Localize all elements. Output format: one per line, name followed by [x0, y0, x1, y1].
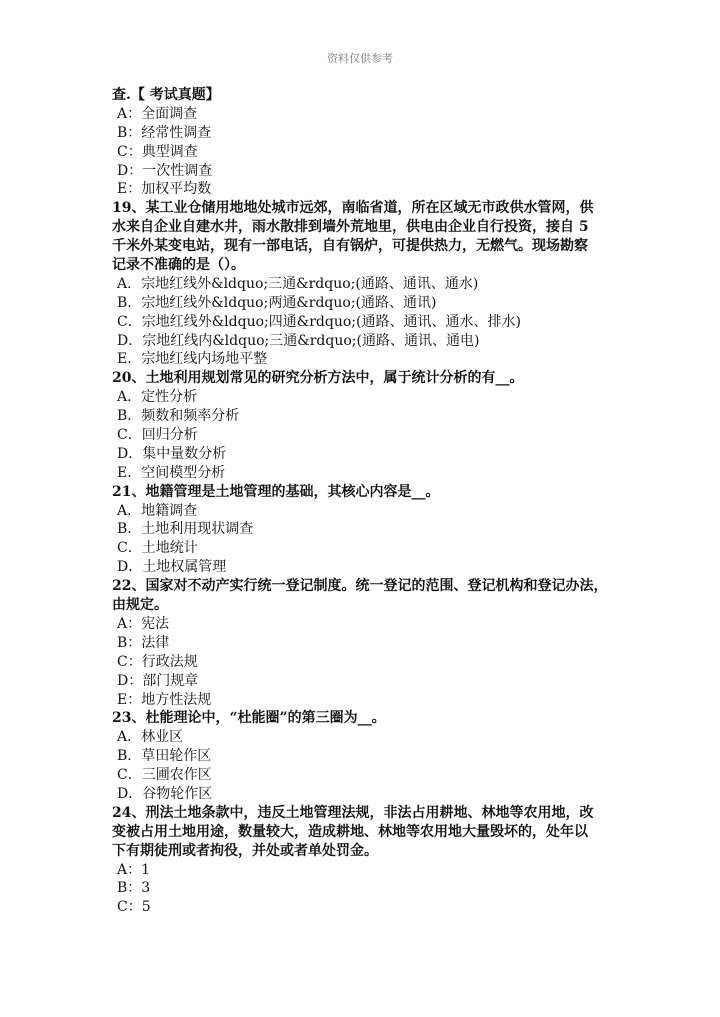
answer-option: B：经常性调查: [117, 124, 212, 141]
question-text-line: 水来自企业自建水井，雨水散排到墙外荒地里，供电由企业自行投资，接自 5: [112, 219, 589, 236]
answer-option: E：地方性法规: [117, 691, 212, 708]
answer-option: B．宗地红线外&ldquo;两通&rdquo;(通路、通讯): [117, 294, 437, 311]
question-text-line: 由规定。: [112, 597, 168, 614]
answer-option: C．土地统计: [117, 540, 198, 557]
question-text-line: 千米外某变电站，现有一部电话，自有锅炉，可提供热力，无燃气。现场勘察: [112, 238, 588, 255]
question-text-line: 下有期徒刑或者拘役，并处或者单处罚金。: [112, 842, 378, 859]
answer-option: D．集中量数分析: [117, 445, 227, 462]
answer-option: A：1: [117, 861, 151, 878]
answer-option: C：典型调查: [117, 143, 198, 160]
answer-option: C．回归分析: [117, 427, 198, 444]
question-text-line: 记录不准确的是（）。: [112, 257, 245, 274]
answer-option: E：加权平均数: [117, 181, 212, 198]
answer-option: C．宗地红线外&ldquo;四通&rdquo;(通路、通讯、通水、排水): [117, 313, 521, 330]
answer-option: B．草田轮作区: [117, 748, 212, 765]
answer-option: D．谷物轮作区: [117, 785, 213, 802]
answer-option: D．宗地红线内&ldquo;三通&rdquo;(通路、通讯、通电): [117, 332, 480, 349]
question-text-line: 23、杜能理论中，“杜能圈”的第三圈为__。: [112, 710, 386, 727]
question-text-line: 24、刑法土地条款中，违反土地管理法规，非法占用耕地、林地等农用地，改: [112, 804, 594, 821]
page-header: 资料仅供参考: [327, 52, 393, 65]
answer-option: E．空间模型分析: [117, 464, 226, 481]
question-text-line: 查.【 考试真题】: [112, 87, 220, 103]
answer-option: B．土地利用现状调查: [117, 521, 254, 538]
answer-option: B：法律: [117, 634, 170, 651]
question-text-line: 21、地籍管理是土地管理的基础，其核心内容是__。: [112, 483, 440, 500]
answer-option: A：全面调查: [117, 105, 198, 122]
answer-option: C：5: [117, 899, 151, 916]
answer-option: A．定性分析: [117, 389, 198, 406]
answer-option: C．三圃农作区: [117, 767, 212, 784]
answer-option: A．宗地红线外&ldquo;三通&rdquo;(通路、通讯、通水): [117, 275, 479, 292]
answer-option: D：部门规章: [117, 672, 199, 689]
question-text-line: 20、土地利用规划常见的研究分析方法中，属于统计分析的有__。: [112, 370, 524, 387]
answer-option: E．宗地红线内场地平整: [117, 351, 268, 368]
answer-option: D：一次性调查: [117, 162, 213, 179]
answer-option: A：宪法: [117, 615, 170, 632]
answer-option: A．林业区: [117, 729, 184, 746]
question-text-line: 22、国家对不动产实行统一登记制度。统一登记的范围、登记机构和登记办法，: [112, 578, 608, 595]
question-list: [112, 86, 620, 917]
answer-option: A．地籍调查: [117, 502, 198, 519]
question-text-line: 19、某工业仓储用地地处城市远郊，南临省道，所在区域无市政供水管网，供: [112, 200, 594, 217]
answer-option: D．土地权属管理: [117, 559, 227, 576]
answer-option: B．频数和频率分析: [117, 408, 240, 425]
answer-option: B：3: [117, 880, 151, 897]
question-text-line: 变被占用土地用途，数量较大，造成耕地、林地等农用地大量毁坏的，处年以: [112, 823, 588, 840]
answer-option: C：行政法规: [117, 653, 198, 670]
